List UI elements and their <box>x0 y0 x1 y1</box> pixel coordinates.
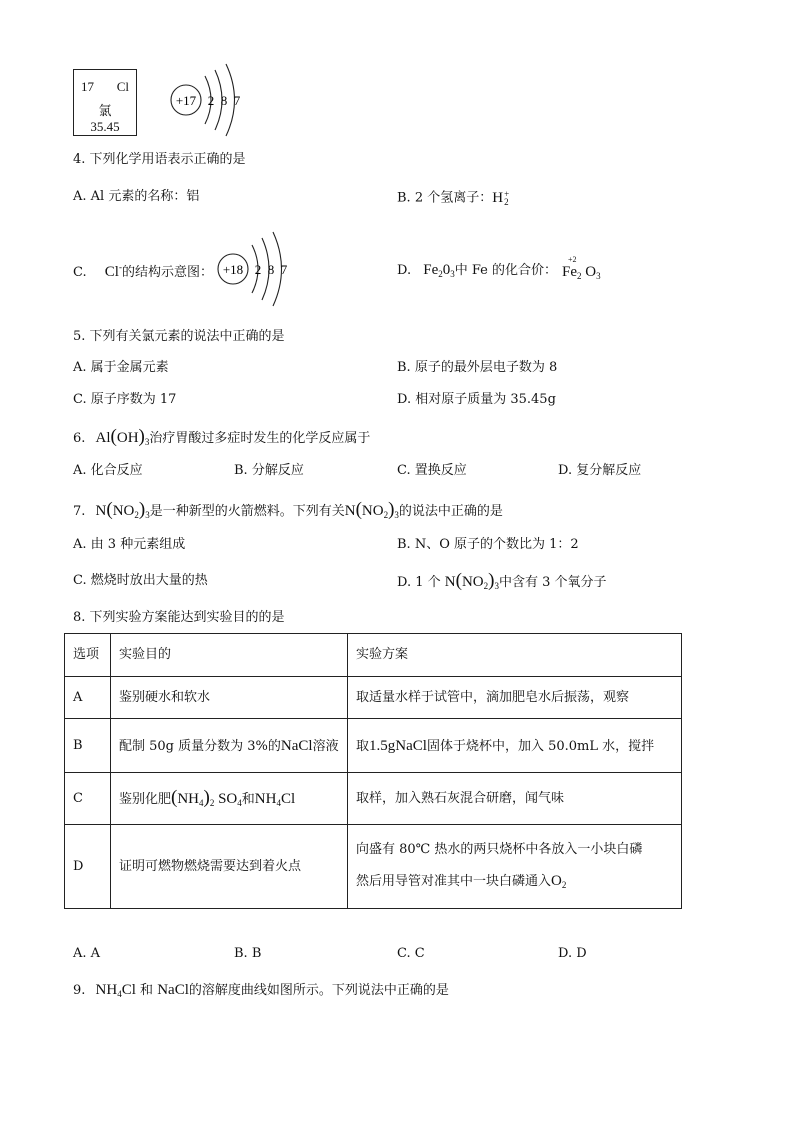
row-d-purpose: 证明可燃物燃烧需要达到着火点 <box>111 825 348 909</box>
q8-stem: 8. 下列实验方案能达到实验目的的是 <box>73 610 285 625</box>
q7-option-b: B. N、O 原子的个数比为 1：2 <box>397 537 579 552</box>
row-c-plan: 取样，加入熟石灰混合研磨，闻气味 <box>348 773 682 825</box>
cl-atom-structure-diagram <box>165 62 250 144</box>
header-plan: 实验方案 <box>348 634 682 677</box>
row-d-plan: 向盛有 80℃ 热水的两只烧杯中各放入一小块白磷 然后用导管对准其中一块白磷通入$O_2$ <box>348 825 682 909</box>
q9-formula-2: NaCl <box>157 982 189 998</box>
shell-electrons-1: 2 <box>207 93 215 108</box>
q6-number: 6. <box>73 431 86 446</box>
q8-option-b: B. B <box>234 946 262 961</box>
q5-option-d: D. 相对原子质量为 35.45g <box>397 392 556 407</box>
q4-option-b-label: B. 2 个氢离子： <box>397 190 493 206</box>
q6-option-c: C. 置换反应 <box>397 463 467 478</box>
element-name: 氯 <box>98 103 112 118</box>
header-option: 选项 <box>65 634 111 677</box>
q7-text-end: 的说法中正确的是 <box>398 504 503 519</box>
q6-stem <box>73 427 370 447</box>
q7-formula-1: $N(NO_2)_3$ <box>95 499 150 520</box>
q8-option-d: D. D <box>558 946 587 961</box>
q7-option-a: A. 由 3 种元素组成 <box>73 537 186 552</box>
q9-and: 和 <box>140 983 154 998</box>
q7-option-c: C. 燃烧时放出大量的热 <box>73 573 208 588</box>
q7-option-d-formula: $N(NO_2)_3$ <box>444 570 499 591</box>
q8-option-c: C. C <box>397 946 425 961</box>
q5-stem: 5. 下列有关氯元素的说法中正确的是 <box>73 329 285 344</box>
q6-formula: $Al(OH)_3$ <box>95 426 150 447</box>
shell-electrons-2: 8 <box>220 93 228 108</box>
q6-option-b: B. 分解反应 <box>234 463 304 478</box>
ion-nucleus-charge: +18 <box>222 262 244 277</box>
q5-option-b: B. 原子的最外层电子数为 8 <box>397 360 558 375</box>
row-b-plan: 取1.5gNaCl固体于烧杯中，加入 50.0mL 水，搅拌 <box>348 719 682 773</box>
q6-text: 治疗胃酸过多症时发生的化学反应属于 <box>149 431 371 446</box>
ion-shell-electrons-2: 8 <box>267 262 275 277</box>
row-a-option: A <box>65 677 111 719</box>
row-b-option: B <box>65 719 111 773</box>
table-row <box>65 773 682 825</box>
q4-option-b <box>397 190 509 206</box>
ion-shell-electrons-1: 2 <box>254 262 262 277</box>
q9-text: 的溶解度曲线如图所示。下列说法中正确的是 <box>188 983 449 998</box>
q7-stem <box>73 500 503 520</box>
q9-number: 9. <box>73 983 86 998</box>
q4-option-d-compound: $Fe_20_3$ <box>423 262 455 279</box>
table-row <box>65 677 682 719</box>
row-c-purpose: 鉴别化肥$(NH_4)_2$ $SO_4$和$NH_4Cl$ <box>111 773 348 825</box>
q8-table <box>64 633 682 909</box>
row-c-option: C <box>65 773 111 825</box>
element-number: 17 <box>81 79 94 94</box>
q4-option-d <box>397 263 557 279</box>
q4-option-c-ion: Cl- <box>104 262 122 280</box>
q4-option-d-text: 中 Fe 的化合价： <box>454 263 558 278</box>
q7-number: 7. <box>73 504 86 519</box>
q8-option-a: A. A <box>73 946 101 961</box>
q4-option-c-label: C. <box>73 265 87 280</box>
row-d-option: D <box>65 825 111 909</box>
row-b-purpose: 配制 50g 质量分数为 3%的NaCl溶液 <box>111 719 348 773</box>
shell-electrons-3: 7 <box>233 93 241 108</box>
ion-shell-electrons-3: 7 <box>280 262 288 277</box>
row-a-purpose: 鉴别硬水和软水 <box>111 677 348 719</box>
q7-formula-2: $N(NO_2)_3$ <box>344 499 399 520</box>
table-header-row <box>65 634 682 677</box>
q7-text-mid: 是一种新型的火箭燃料。下列有关 <box>149 504 345 519</box>
q7-option-d-text: 中含有 3 个氧分子 <box>498 575 607 590</box>
q6-option-d: D. 复分解反应 <box>558 463 642 478</box>
header-purpose: 实验目的 <box>111 634 348 677</box>
q4-option-c <box>73 263 213 280</box>
q9-formula-1: $NH_4Cl$ <box>95 982 136 999</box>
q9-stem <box>73 983 449 999</box>
element-mass: 35.45 <box>90 119 120 134</box>
q4-stem: 4. 下列化学用语表示正确的是 <box>73 152 246 167</box>
table-row <box>65 719 682 773</box>
nucleus-charge: +17 <box>175 93 197 108</box>
element-card <box>73 69 137 136</box>
q7-option-d-label: D. 1 个 <box>397 575 441 590</box>
q4-option-d-label: D. <box>397 263 412 278</box>
q5-option-c: C. 原子序数为 17 <box>73 392 177 407</box>
table-row <box>65 825 682 909</box>
q5-option-a: A. 属于金属元素 <box>73 360 169 375</box>
q6-option-a: A. 化合反应 <box>73 463 143 478</box>
cl-ion-structure-diagram <box>211 228 296 310</box>
q4-option-b-formula: H + 2 <box>492 189 510 208</box>
q7-option-d <box>397 571 607 591</box>
element-symbol: Cl <box>116 79 129 94</box>
row-a-plan: 取适量水样于试管中，滴加肥皂水后振荡，观察 <box>348 677 682 719</box>
valence-mark: +2 <box>568 255 577 264</box>
q4-option-c-text: 的结构示意图： <box>121 265 213 280</box>
q4-option-a: A. Al 元素的名称：铝 <box>73 189 200 204</box>
